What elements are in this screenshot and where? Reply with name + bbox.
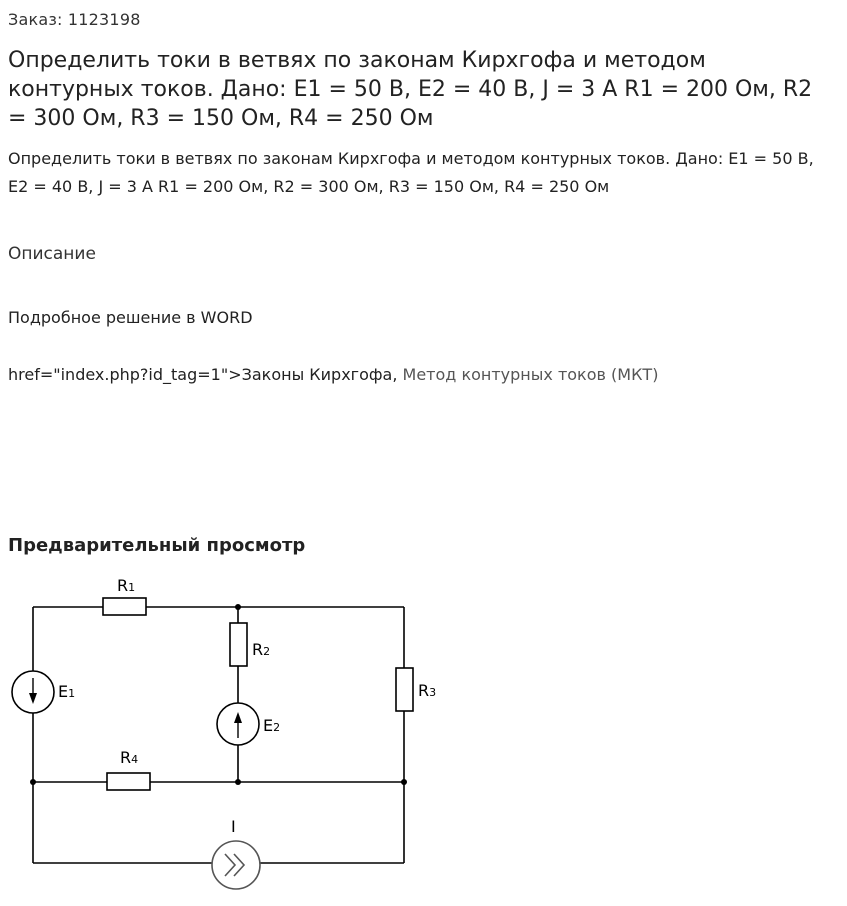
circuit-nodes [30,604,407,785]
label-current-source: I [231,817,236,836]
circuit-wires [33,607,404,863]
label-r2: R2 [252,640,271,659]
circuit-diagram [0,560,460,896]
problem-description: Определить токи в ветвях по законам Кирхгофа и методом контурных токов. Дано: E1 = 50 В, E2 = 40 В, J = 3 A R1 = 200 Ом, R2 = 300 Ом, R3 = 150 Ом, R4 = 250 Ом [8,149,814,196]
description-heading: Описание [8,244,96,264]
label-r3: R3 [418,681,437,700]
tag-link-mkt[interactable]: Метод контурных токов (МКТ) [402,365,659,384]
preview-heading: Предварительный просмотр [8,535,306,556]
label-e2: E2 [263,716,281,735]
resistor-r1 [103,598,146,615]
voltage-source-e1 [12,671,54,713]
order-number: Заказ: 1123198 [8,10,141,29]
label-r4: R4 [120,748,139,767]
current-source [212,841,260,889]
label-r1: R1 [117,576,136,595]
page-title: Определить токи в ветвях по законам Кирхгофа и методом контурных токов. Дано: E1 = 50 В, E2 = 40 В, J = 3 A R1 = 200 Ом, R2 = 300 Ом, R3 = 150 Ом, R4 = 250 Ом [8,48,813,131]
voltage-source-e2 [217,703,259,745]
label-e1: E1 [58,682,76,701]
solution-note: Подробное решение в WORD [8,308,253,327]
resistor-r2 [230,623,247,666]
resistor-r3 [396,668,413,711]
resistor-r4 [107,773,150,790]
tags-line [8,365,658,384]
tags-prefix: href="index.php?id_tag=1">Законы Кирхгофа, [8,365,403,384]
